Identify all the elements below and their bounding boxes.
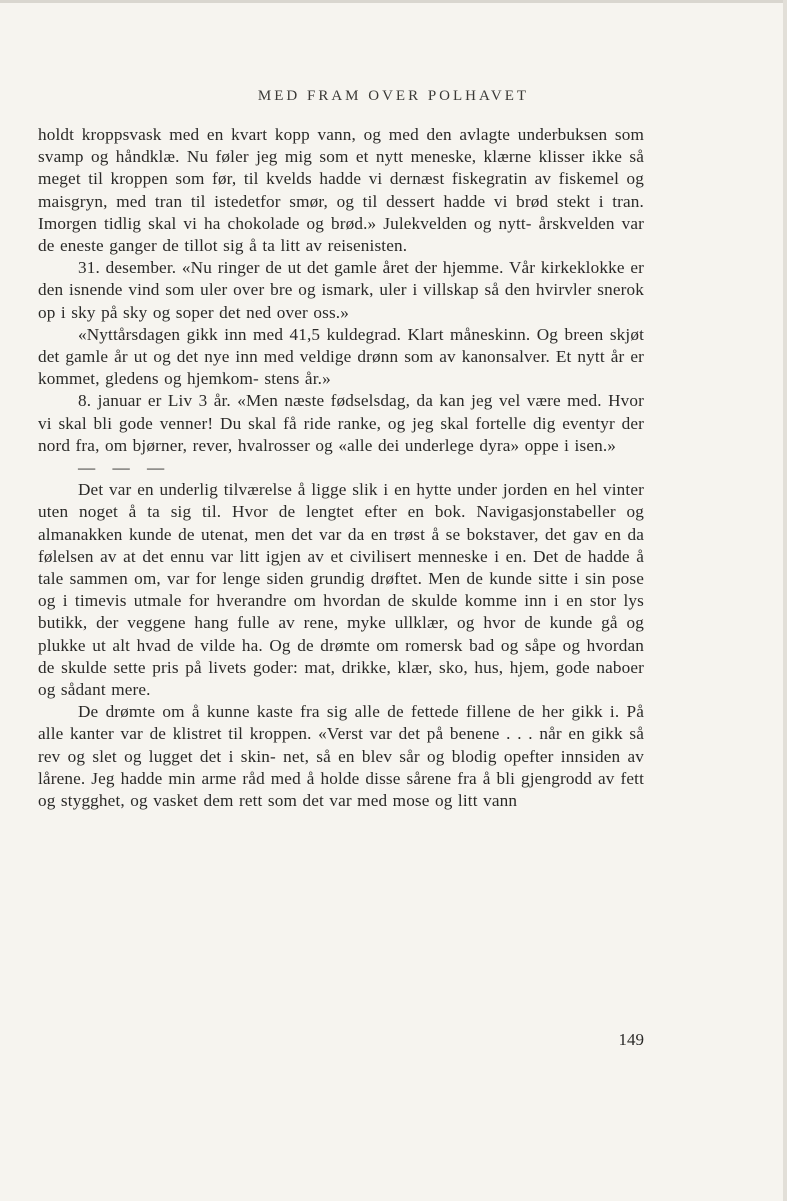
page-edge-top <box>0 0 787 3</box>
body-text <box>38 124 644 812</box>
paragraph-6: De drømte om å kunne kaste fra sig alle de fettede fillene de her gikk i. På alle kanter var de klistret til kroppen. «Verst var det på benene . . . når en gikk så rev og slet og lugget det i skin- net, så en blev sår og blodig opefter innsiden av lårene. Jeg hadde min arme råd med å holde disse sårene fra å bli gjengrodd av fett og stygghet, og vasket dem rett som det var med mose og litt vann <box>38 702 644 811</box>
page-edge-right <box>783 0 787 1201</box>
page-number: 149 <box>618 1030 644 1049</box>
paragraph-4: 8. januar er Liv 3 år. «Men næste fødselsdag, da kan jeg vel være med. Hvor vi skal bli gode venner! Du skal få ride ranke, og jeg skal fortelle dig eventyr der nord fra, om bjørner, rever, hvalrosser og «alle dei underlege dyra» oppe i isen.» <box>38 391 644 455</box>
paragraph-5: Det var en underlig tilværelse å ligge slik i en hytte under jorden en hel vinter uten noget å ta sig til. Hvor de lengtet efter en bok. Navigasjonstabeller og almanakken kunde de utenat, men det var da en trøst å se bokstaver, det gav en da følelsen av at det ennu var litt igjen av et civilisert menneske i en. Det de hadde å tale sammen om, var for lenge siden grundig drøftet. Men de kunde sitte i sin pose og i timevis utmale for hverandre om hvordan de skulde komme inn i en stor lys butikk, der veggene hang fulle av rene, myke ullklær, og hvor de kunde gå og plukke ut alt hvad de vilde ha. Og de drømte om romersk bad og såpe og hvordan de skulde sette pris på livets goder: mat, drikke, klær, sko, hus, hjem, gode naboer og sådant mere. <box>38 480 644 700</box>
paragraph-2: 31. desember. «Nu ringer de ut det gamle året der hjemme. Vår kirkeklokke er den isnende vind som uler over bre og ismark, uler i villskap så den hvirvler snerok op i sky på sky og soper det ned over oss.» <box>38 258 644 322</box>
paragraph-1: holdt kroppsvask med en kvart kopp vann, og med den avlagte underbuksen som svamp og håndklæ. Nu føler jeg mig som et nytt meneske, klærne klisser ikke så meget til kroppen som før, til kvelds hadde vi dernæst fiskegratin av fiskemel og maisgryn, med tran til istedetfor smør, og til dessert hadde vi brød stekt i tran. Imorgen tidlig skal vi ha chokolade og brød.» Julekvelden og nytt- årskvelden var de eneste ganger de tillot sig å ta litt av reisenisten. <box>38 125 644 256</box>
running-head: MED FRAM OVER POLHAVET <box>257 88 530 104</box>
paragraph-3: «Nyttårsdagen gikk inn med 41,5 kuldegrad. Klart måneskinn. Og breen skjøt det gamle år ut og det nye inn med veldige drønn som av kanonsalver. Et nytt år er kommet, gledens og hjemkom- stens år.» <box>38 324 644 389</box>
section-separator: — — — <box>78 458 171 478</box>
